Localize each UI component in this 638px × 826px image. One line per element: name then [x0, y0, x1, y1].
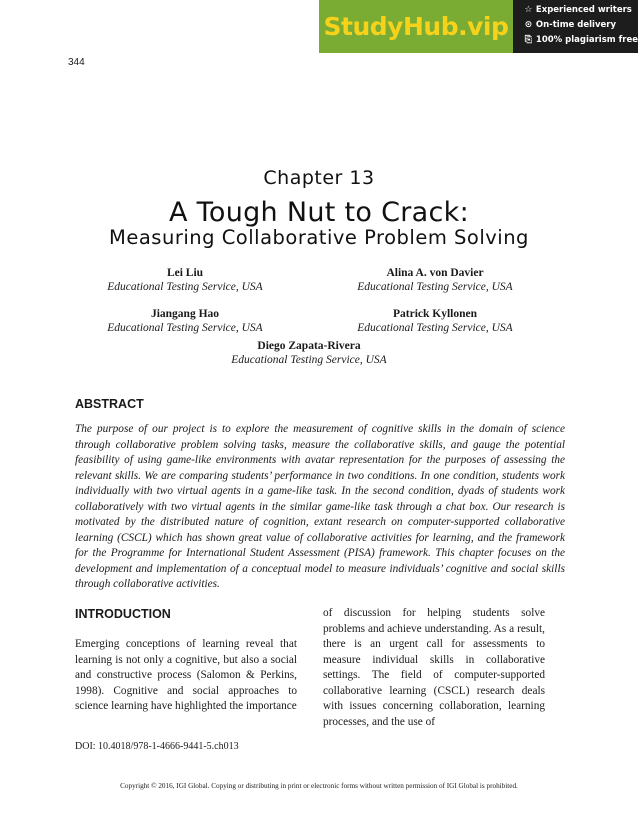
chapter-subtitle: Measuring Collaborative Problem Solving	[109, 226, 529, 249]
author-block	[355, 266, 515, 294]
copyright-notice: Copyright © 2016, IGI Global. Copying or distributing in print or electronic forms without written permission of IGI Global is prohibited.	[120, 782, 518, 790]
banner-features	[513, 0, 638, 53]
author-affiliation: Educational Testing Service, USA	[357, 322, 513, 334]
clock-icon: ⊙	[524, 20, 533, 30]
chapter-label: Chapter 13	[263, 167, 375, 189]
studyhub-banner[interactable]	[319, 0, 638, 53]
author-name: Patrick Kyllonen	[392, 308, 477, 320]
logo-text: StudyHub.vip	[323, 12, 509, 41]
author-block	[105, 307, 265, 335]
abstract-text: The purpose of our project is to explore the measurement of cognitive skills in the domain of science through collaborative problem solving tasks, measure the collaborative skills, and gauge the potential feasibility of using game-like environments with avatar representation for the purposes of assessing the relevant skills. We are comparing students’ performance in two conditions. In one condition, students work individually with two virtual agents in a game-like task. In the second condition, dyads of students work collaboratively with two virtual agents in the similar game-like task through a chat box. Our research is motivated by the distributed nature of cognition, extant research on computer-supported collaborative learning (CSCL) which has shown great value of collaborative activities for learning, and the framework for the Programme for International Student Assessment (PISA) framework. This chapter focuses on the development and implementation of a conceptual model to measure individuals’ cognitive and social skills through collaborative activities.	[75, 423, 565, 590]
feature-on-time-delivery: ⊙ On-time delivery	[523, 18, 638, 33]
intro-left-column: Emerging conceptions of learning reveal that learning is not only a cognitive, but also a social and constructive process (Salomon & Perkins, 1998). Cognitive and social approaches to science learning have highlighted the importance	[75, 638, 297, 712]
intro-right-column: of discussion for helping students solve problems and achieve understanding. As a result, there is an urgent call for assessments to measure individual skills in collaborative settings. The field of computer-supported collaborative learning (CSCL) research deals with issues concerning collaboration, learning processes, and the use of	[323, 607, 545, 728]
author-name: Lei Liu	[166, 267, 204, 279]
feature-plagiarism-free: ⎘ 100% plagiarism free	[523, 33, 638, 48]
chapter-title: A Tough Nut to Crack:	[169, 197, 469, 228]
introduction-heading: INTRODUCTION	[75, 607, 171, 621]
author-affiliation: Educational Testing Service, USA	[231, 354, 387, 366]
author-affiliation: Educational Testing Service, USA	[107, 322, 263, 334]
author-name: Jiangang Hao	[150, 308, 220, 320]
star-icon: ☆	[524, 5, 533, 15]
author-block	[355, 307, 515, 335]
author-affiliation: Educational Testing Service, USA	[107, 281, 263, 293]
doi: DOI: 10.4018/978-1-4666-9441-5.ch013	[75, 741, 239, 752]
author-affiliation: Educational Testing Service, USA	[357, 281, 513, 293]
author-block	[105, 266, 265, 294]
author-block	[229, 339, 389, 367]
abstract-heading: ABSTRACT	[75, 397, 144, 411]
copy-icon: ⎘	[524, 35, 532, 45]
feature-experienced-writers: ☆ Experienced writers	[523, 3, 638, 18]
author-name: Diego Zapata-Rivera	[257, 340, 361, 352]
page-number: 344	[68, 57, 85, 68]
studyhub-logo[interactable]	[319, 0, 513, 53]
author-name: Alina A. von Davier	[386, 267, 484, 279]
